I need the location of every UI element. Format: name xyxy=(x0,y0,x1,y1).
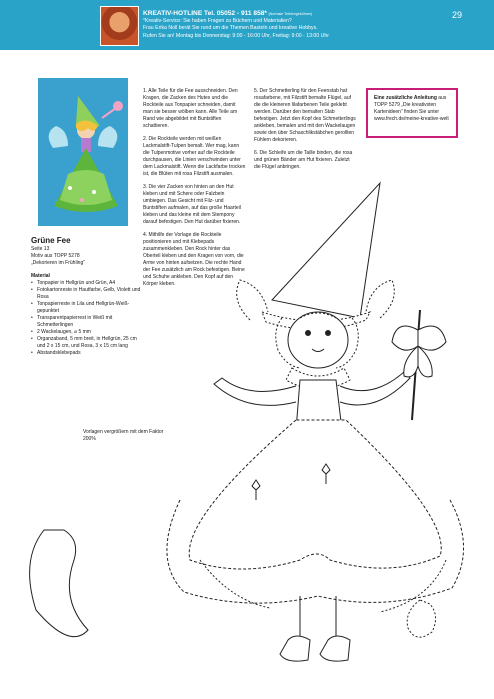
instruction-step: 1. Alle Teile für die Fee ausschneiden. Den Kragen, die Zacken des Hutes und die Rockteile aus Tonpapier schneiden, damit man sie besser wölben kann. Alle Teile am Rand wie abgebildet mit Buntstiften schattieren. xyxy=(143,88,238,129)
material-item: • Transparentpapierrest in Weiß mit Schmetterlingen xyxy=(31,315,141,329)
instruction-step: 5. Der Schmetterling für den Feenstab hat rosafarbene, mit Filzstift bemalte Flügel, auf die die kleineren lilafarbenen Teile geklebt werden. Darüber den bemalten Stab befestigen. Jetzt den Kopf des Schmetterlings ankleben, bemalen und mit den Wackelaugen sowie den über Schaschlikstäbchen gerollten Fühlern dekorieren. xyxy=(254,88,356,143)
material-item: • 2 Wackelaugen, ⌀ 5 mm xyxy=(31,329,141,336)
note-lead: Eine zusätzliche Anleitung xyxy=(374,95,437,101)
project-title: Grüne Fee xyxy=(31,236,71,245)
material-item: • Organzaband, 5 mm breit, in Hellgrün, 25 cm und 2 x 15 cm, und Rosa, 3 x 15 cm lang xyxy=(31,336,141,350)
hotline-line-3: Rufen Sie an! Montag bis Donnerstag: 9:00 - 16:00 Uhr, Freitag: 9:00 - 13:00 Uhr xyxy=(143,32,329,39)
instruction-step: 3. Die vier Zacken von hinten an den Hut kleben und mit Schere oder Falzbein umbiegen. Das Gesicht mit Filz- und Buntstiften aufmalen, auf das große Haarteil kleben und das kleine mit dem Stempony darauf befestigen. Den Hut darüber fixieren. xyxy=(143,184,241,225)
note-text: aus TOPP 5279 „Die kreativsten Kartenideen“ finden Sie unter www.frech.de/meine-kreative-welt xyxy=(374,95,449,122)
page-number: 29 xyxy=(452,10,463,20)
page-reference: Seite 13 xyxy=(31,246,50,252)
motif-title: „Dekorieren im Frühling“ xyxy=(31,260,85,266)
hotline-note: (Normale Telefongebühren) xyxy=(268,12,313,16)
hotline-line-1: *Kreativ-Service: Sie haben Fragen zu Büchern und Materialien? xyxy=(143,18,292,25)
template-enlarge-note: Vorlagen vergrößern mit dem Faktor 200% xyxy=(83,429,164,442)
materials-heading: Material xyxy=(31,273,50,279)
hotline-title: KREATIV-HOTLINE Tel. 05052 - 911 858* xyxy=(143,10,267,17)
material-item: • Abstandsklebepads xyxy=(31,350,141,357)
hotline-line-2: Frau Erika Noll berät Sie rund um die Themen Basteln und kreative Hobbys. xyxy=(143,25,318,32)
motif-reference: Motiv aus TOPP 5278 xyxy=(31,253,80,259)
instruction-step: 2. Die Rockteile werden mit weißen Lackmalstift-Tulpen bemalt. Wer mag, kann die Tulpenmotive vorher auf die Rockteile durchpausen, die Linien verschwinden unter dem Lackmalstift. Wenn die Lackfarbe trocken ist, die Blüten mit rosa Filzstift ausmalen. xyxy=(143,136,246,177)
instruction-step: 4. Mithilfe der Vorlage die Rockteile positionieren und mit Klebepads zusammenkleben. Den Rock hinter das Oberteil kleben und den Kragen von vorn, die Arme von hinten aufsetzen. Die rechte Hand der Fee zusätzlich am Rock befestigen. Beine und Schuhe ankleben. Den Kopf auf den Körper kleben. xyxy=(143,232,245,287)
material-item: • Tonpapierreste in Lila und Hellgrün-Weiß-gepunktet xyxy=(31,301,141,315)
material-item: • Tonpapier in Hellgrün und Grün, A4 xyxy=(31,280,141,287)
material-item: • Fotokartonreste in Hautfarbe, Gelb, Violett und Rosa xyxy=(31,287,141,301)
instruction-step: 6. Die Schleife um die Taille binden, die rosa und grünen Bänder am Hut fixieren. Zuletzt die Flügel anbringen. xyxy=(254,150,353,170)
